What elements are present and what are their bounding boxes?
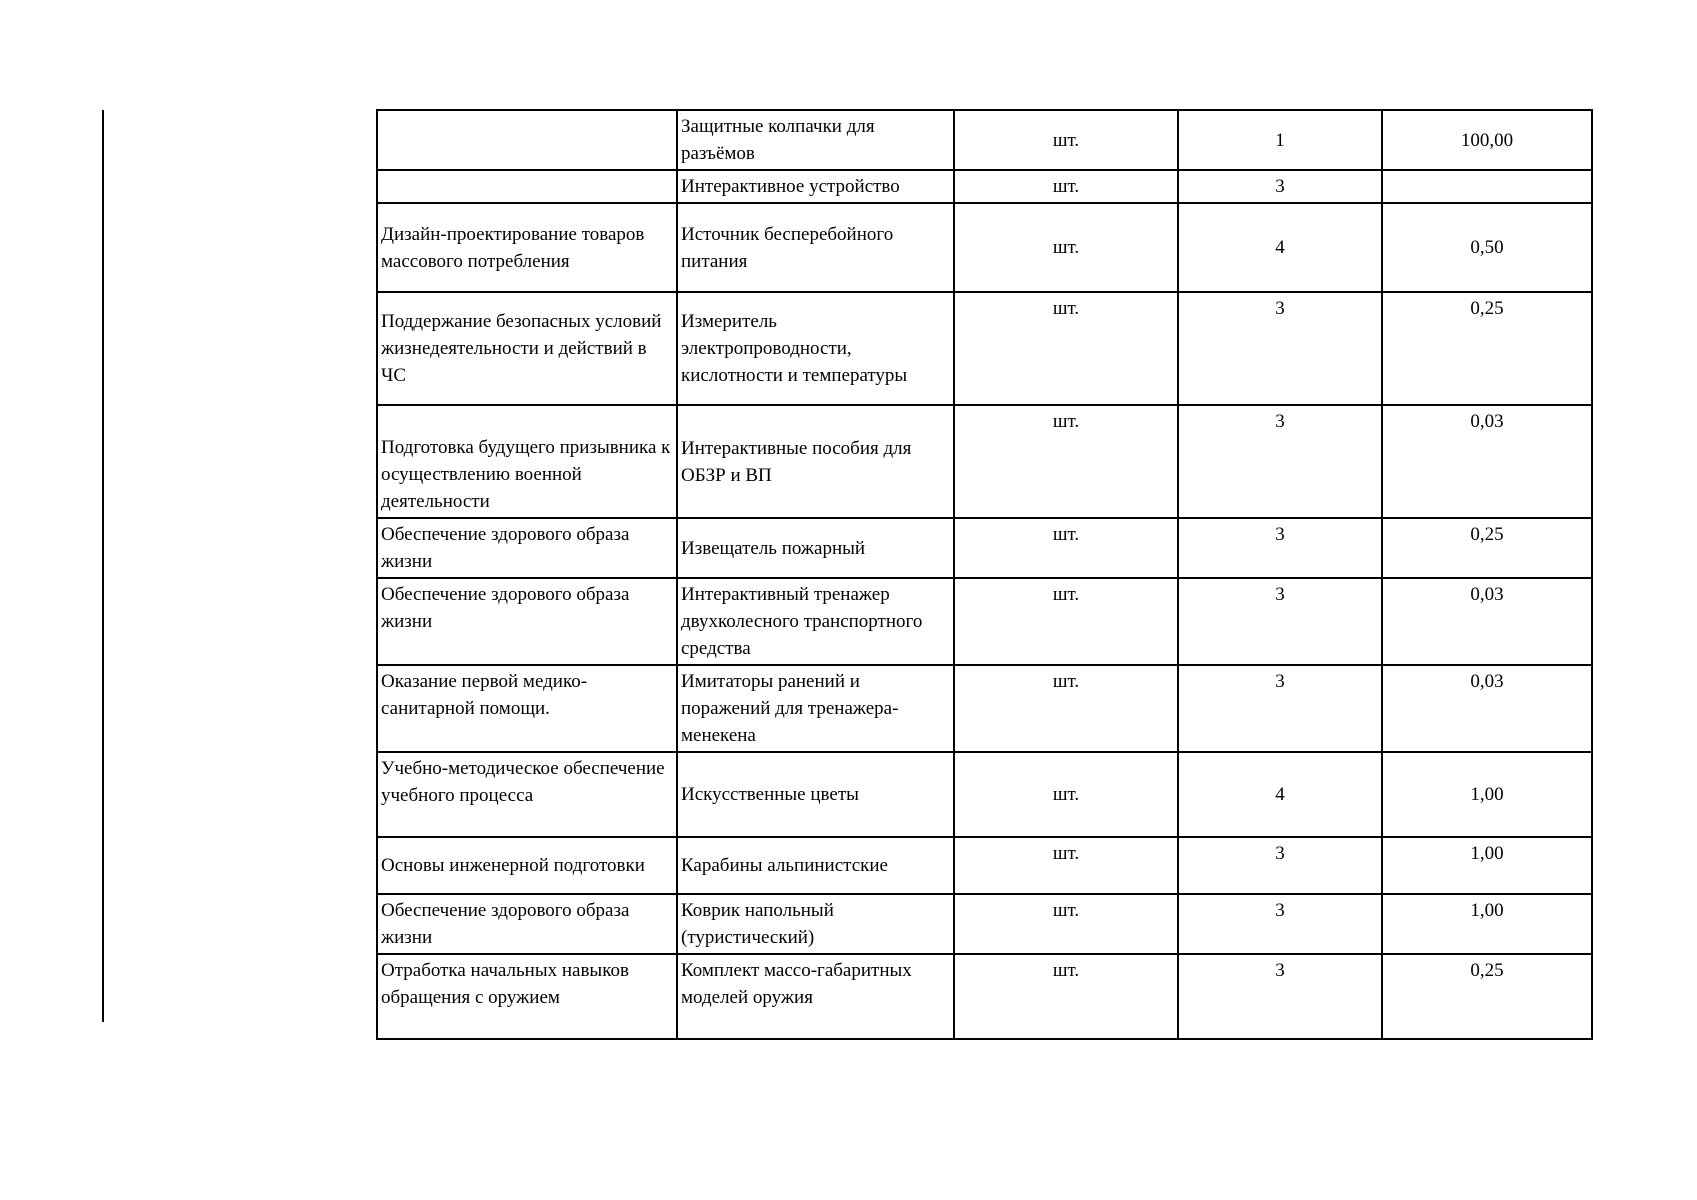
table-row (377, 837, 1592, 894)
table-row (377, 665, 1592, 752)
unit-cell: шт. (954, 837, 1178, 894)
value-cell: 1,00 (1382, 894, 1592, 954)
quantity-cell: 3 (1178, 954, 1382, 1039)
unit-cell: шт. (954, 578, 1178, 665)
quantity-cell: 3 (1178, 405, 1382, 518)
subject-cell (377, 170, 677, 203)
subject-cell: Обеспечение здорового образа жизни (377, 578, 677, 665)
table-row (377, 518, 1592, 578)
quantity-cell: 3 (1178, 894, 1382, 954)
page-margin-line (102, 110, 104, 1022)
item-cell: Интерактивное устройство (677, 170, 954, 203)
item-cell: Интерактивный тренажер двухколесного транспортного средства (677, 578, 954, 665)
item-cell: Измеритель электропроводности, кислотности и температуры (677, 292, 954, 405)
item-cell: Имитаторы ранений и поражений для тренажера-менекена (677, 665, 954, 752)
quantity-cell: 1 (1178, 110, 1382, 170)
table-row (377, 203, 1592, 292)
item-cell: Защитные колпачки для разъёмов (677, 110, 954, 170)
subject-cell: Обеспечение здорового образа жизни (377, 894, 677, 954)
unit-cell: шт. (954, 110, 1178, 170)
table-row (377, 894, 1592, 954)
value-cell: 0,25 (1382, 518, 1592, 578)
unit-cell: шт. (954, 292, 1178, 405)
table-row (377, 954, 1592, 1039)
item-cell: Коврик напольный (туристический) (677, 894, 954, 954)
subject-cell: Обеспечение здорового образа жизни (377, 518, 677, 578)
quantity-cell: 3 (1178, 518, 1382, 578)
value-cell: 1,00 (1382, 752, 1592, 837)
unit-cell: шт. (954, 170, 1178, 203)
quantity-cell: 3 (1178, 837, 1382, 894)
quantity-cell: 3 (1178, 170, 1382, 203)
quantity-cell: 3 (1178, 292, 1382, 405)
item-cell: Источник бесперебойного питания (677, 203, 954, 292)
unit-cell: шт. (954, 894, 1178, 954)
table-row (377, 578, 1592, 665)
unit-cell: шт. (954, 665, 1178, 752)
unit-cell: шт. (954, 405, 1178, 518)
subject-cell: Поддержание безопасных условий жизнедеятельности и действий в ЧС (377, 292, 677, 405)
value-cell: 0,03 (1382, 578, 1592, 665)
item-cell: Извещатель пожарный (677, 518, 954, 578)
quantity-cell: 4 (1178, 752, 1382, 837)
value-cell: 0,25 (1382, 954, 1592, 1039)
equipment-table (376, 109, 1593, 1040)
value-cell: 0,50 (1382, 203, 1592, 292)
subject-cell: Оказание первой медико-санитарной помощи. (377, 665, 677, 752)
subject-cell: Основы инженерной подготовки (377, 837, 677, 894)
quantity-cell: 4 (1178, 203, 1382, 292)
item-cell: Комплект массо-габаритных моделей оружия (677, 954, 954, 1039)
value-cell: 0,03 (1382, 405, 1592, 518)
subject-cell: Подготовка будущего призывника к осуществлению военной деятельности (377, 405, 677, 518)
table-row (377, 405, 1592, 518)
item-cell: Карабины альпинистские (677, 837, 954, 894)
subject-cell: Учебно-методическое обеспечение учебного процесса (377, 752, 677, 837)
subject-cell (377, 110, 677, 170)
value-cell: 100,00 (1382, 110, 1592, 170)
value-cell (1382, 170, 1592, 203)
table-row (377, 110, 1592, 170)
quantity-cell: 3 (1178, 578, 1382, 665)
item-cell: Интерактивные пособия для ОБЗР и ВП (677, 405, 954, 518)
value-cell: 0,03 (1382, 665, 1592, 752)
item-cell: Искусственные цветы (677, 752, 954, 837)
subject-cell: Дизайн-проектирование товаров массового потребления (377, 203, 677, 292)
unit-cell: шт. (954, 203, 1178, 292)
subject-cell: Отработка начальных навыков обращения с оружием (377, 954, 677, 1039)
unit-cell: шт. (954, 954, 1178, 1039)
unit-cell: шт. (954, 752, 1178, 837)
table-row (377, 170, 1592, 203)
table-row (377, 292, 1592, 405)
value-cell: 0,25 (1382, 292, 1592, 405)
unit-cell: шт. (954, 518, 1178, 578)
value-cell: 1,00 (1382, 837, 1592, 894)
quantity-cell: 3 (1178, 665, 1382, 752)
table-row (377, 752, 1592, 837)
